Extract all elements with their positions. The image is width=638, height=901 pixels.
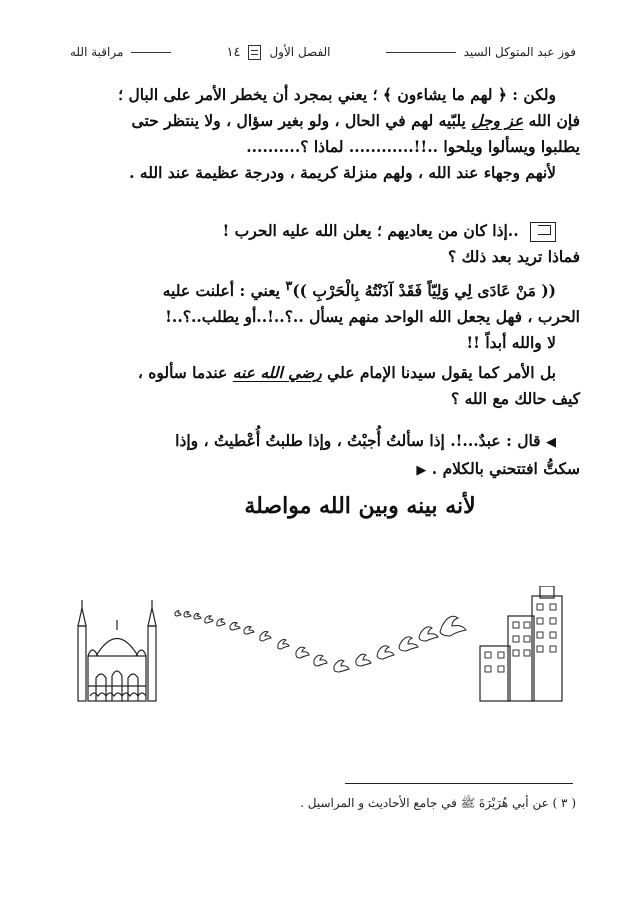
paragraph-4 xyxy=(60,360,580,412)
text-line: الحرب ، فهل يجعل الله الواحد منهم يسأل ..؟..!..أو يطلب..؟..! xyxy=(165,307,580,327)
triangle-right-icon: ▶ xyxy=(416,463,427,479)
honorific-calligraphy: عز وجل xyxy=(471,111,524,130)
text-line xyxy=(60,218,580,244)
footnote-divider xyxy=(345,783,573,784)
text-fragment: يلبّيه لهم في الحال ، ولو بغير سؤال ، ولا ينتظر حتى xyxy=(131,111,466,130)
text-line: يطلبوا ويسألوا ويلحوا ..!!............ لماذا ؟.......... xyxy=(246,137,580,156)
text-line xyxy=(60,360,580,386)
document-icon xyxy=(248,45,261,60)
header-title-group xyxy=(70,45,171,59)
header-rule-left xyxy=(131,52,171,53)
footnote-ref: ٣ xyxy=(285,279,293,294)
mosque-icon xyxy=(78,600,156,701)
header-book-title: مراقبة الله xyxy=(70,45,124,59)
page-body xyxy=(60,82,580,524)
paragraph-3 xyxy=(60,274,580,356)
paragraph-1 xyxy=(60,82,580,186)
text-fragment: قال : عبدٌ...!. إذا سألتُ أُجبْتُ ، وإذا طلبتُ أُعْطيتُ ، وإذا xyxy=(175,431,541,451)
header-rule-right xyxy=(386,52,456,53)
text-line: فماذا تريد بعد ذلك ؟ xyxy=(447,247,580,266)
honorific-calligraphy: رضي الله عنه xyxy=(232,363,322,383)
spacer xyxy=(60,190,580,218)
text-line xyxy=(60,108,580,134)
page-number: ١٤ xyxy=(226,44,241,60)
header-center-group xyxy=(226,45,330,60)
flag-icon xyxy=(530,222,556,242)
paragraph-5 xyxy=(60,428,580,484)
footnote: ( ٣ ) عن أبي هُرَيْرَةَ ﷺ في جامع الأحاديث و المراسيل . xyxy=(300,796,576,810)
text-fragment: يعني : أعلنت عليه xyxy=(162,281,280,301)
paragraph-2 xyxy=(60,218,580,270)
buildings-icon xyxy=(480,586,562,701)
spacer xyxy=(60,416,580,428)
triangle-left-icon: ◀ xyxy=(546,435,556,451)
text-line xyxy=(60,428,580,456)
doves-trail xyxy=(175,611,466,672)
text-fragment: سكتُّ افتتحني بالكلام . xyxy=(431,459,580,479)
text-line: كيف حالك مع الله ؟ xyxy=(450,389,580,409)
text-fragment: فإن الله xyxy=(528,111,580,130)
hadith-quote: (( مَنْ عَادَى لِي وَلِيّاً فَقَدْ آذَنْتُهُ بِالْحَرْبِ )) xyxy=(292,281,556,301)
illustration xyxy=(70,586,573,716)
text-fragment: عندما سألوه ، xyxy=(137,363,228,383)
header-author: فوز عبد المتوكل السيد xyxy=(463,45,576,59)
text-line: ولكن : ﴿ لهم ما يشاءون ﴾ ؛ يعني بمجرد أن يخطر الأمر على البال ؛ xyxy=(118,85,556,104)
text-fragment: بل الأمر كما يقول سيدنا الإمام علي xyxy=(327,363,556,383)
text-line: لأنهم وجهاء عند الله ، ولهم منزلة كريمة ، ودرجة عظيمة عند الله . xyxy=(129,163,556,182)
text-fragment: ..إذا كان من يعاديهم ؛ يعلن الله عليه الحرب ! xyxy=(222,221,519,240)
header-author-group xyxy=(386,45,576,59)
text-line: لا والله أبداً !! xyxy=(466,333,556,353)
header-chapter: الفصل الأول xyxy=(269,45,331,59)
page-header xyxy=(70,38,576,66)
mosque-doves-illustration xyxy=(70,586,573,716)
text-line xyxy=(60,274,580,304)
section-heading: لأنه بينه وبين الله مواصلة xyxy=(244,493,476,520)
text-line xyxy=(60,456,580,484)
